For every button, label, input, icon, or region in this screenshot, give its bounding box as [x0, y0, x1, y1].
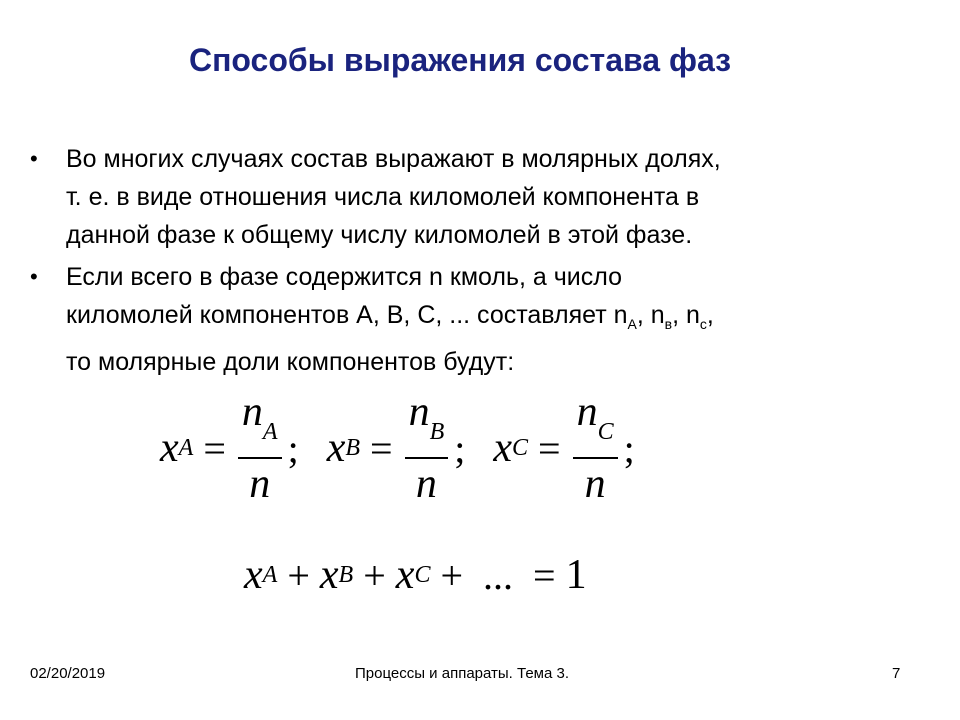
page-number: 7: [892, 665, 901, 682]
separator-1: , n: [636, 301, 665, 329]
var-sub: A: [262, 561, 278, 588]
formula-term-a: [160, 389, 299, 507]
var-x: x: [395, 552, 415, 598]
footer-title: Процессы и аппараты. Тема 3.: [355, 665, 569, 682]
bullet-2-line-3: то молярные доли компонентов будут:: [66, 348, 515, 376]
var-sub: B: [345, 434, 361, 461]
denominator: n: [249, 461, 271, 507]
fraction-bar: [238, 457, 282, 459]
var-x: x: [319, 552, 339, 598]
formula-term-b: [327, 389, 466, 507]
bullet-list: [24, 140, 924, 385]
var-x: x: [160, 425, 179, 471]
fraction-bar: [405, 457, 449, 459]
fraction: [573, 389, 618, 507]
numerator-sub: A: [262, 419, 278, 445]
subscript-a: А: [627, 316, 637, 332]
numerator-var: n: [576, 389, 598, 435]
bullet-dot-icon: •: [30, 264, 38, 289]
numerator: [405, 389, 449, 455]
bullet-2-line-2-text: киломолей компонентов А, В, С, ... составляет n: [66, 301, 628, 329]
result-one: 1: [565, 552, 587, 598]
numerator-sub: C: [597, 419, 614, 445]
plus-sign: +: [440, 552, 464, 598]
var-sub: B: [338, 561, 354, 588]
semicolon: ;: [623, 425, 635, 471]
var-sub: A: [178, 434, 194, 461]
bullet-item-1: [24, 140, 924, 254]
bullet-2-line-2: [66, 296, 924, 343]
bullet-1-line-3: данной фазе к общему числу киломолей в этой фазе.: [66, 221, 693, 249]
separator-2: , n: [672, 301, 700, 329]
bullet-1-line-2: т. е. в виде отношения числа киломолей компонента в: [66, 183, 700, 211]
numerator-var: n: [241, 389, 263, 435]
numerator-var: n: [408, 389, 430, 435]
bullet-dot-icon: •: [30, 146, 38, 171]
trailing-comma: ,: [706, 301, 714, 329]
fraction: [405, 389, 449, 507]
denominator: n: [415, 461, 437, 507]
mole-fraction-formulas: [160, 389, 663, 507]
footer-date: 02/20/2019: [30, 665, 106, 682]
equals-sign: =: [203, 425, 226, 471]
var-x: x: [244, 552, 263, 598]
numerator: [238, 389, 282, 455]
semicolon: ;: [454, 425, 466, 471]
plus-sign: +: [287, 552, 310, 598]
numerator-sub: B: [429, 419, 445, 445]
fraction-bar: [573, 457, 618, 459]
numerator: [573, 389, 618, 455]
denominator: n: [584, 461, 606, 507]
mole-fraction-sum-formula: [244, 540, 587, 610]
subscript-b: в: [664, 316, 673, 332]
var-sub: C: [512, 434, 529, 461]
equals-sign: =: [538, 425, 561, 471]
var-x: x: [493, 425, 513, 471]
plus-sign: +: [363, 552, 386, 598]
subscript-c: с: [699, 316, 707, 332]
semicolon: ;: [287, 425, 299, 471]
formula-term-c: [493, 389, 634, 507]
var-sub: C: [414, 561, 431, 588]
var-x: x: [326, 425, 346, 471]
slide-title: Способы выражения состава фаз: [188, 42, 732, 78]
bullet-1-line-1: Во многих случаях состав выражают в молярных долях,: [66, 145, 721, 173]
equals-sign: =: [370, 425, 393, 471]
equals-sign: =: [533, 552, 556, 598]
bullet-2-line-1: Если всего в фазе содержится n кмоль, а число: [66, 263, 622, 291]
bullet-item-2: [24, 258, 924, 381]
fraction: [238, 389, 282, 507]
ellipsis: ...: [483, 552, 514, 598]
